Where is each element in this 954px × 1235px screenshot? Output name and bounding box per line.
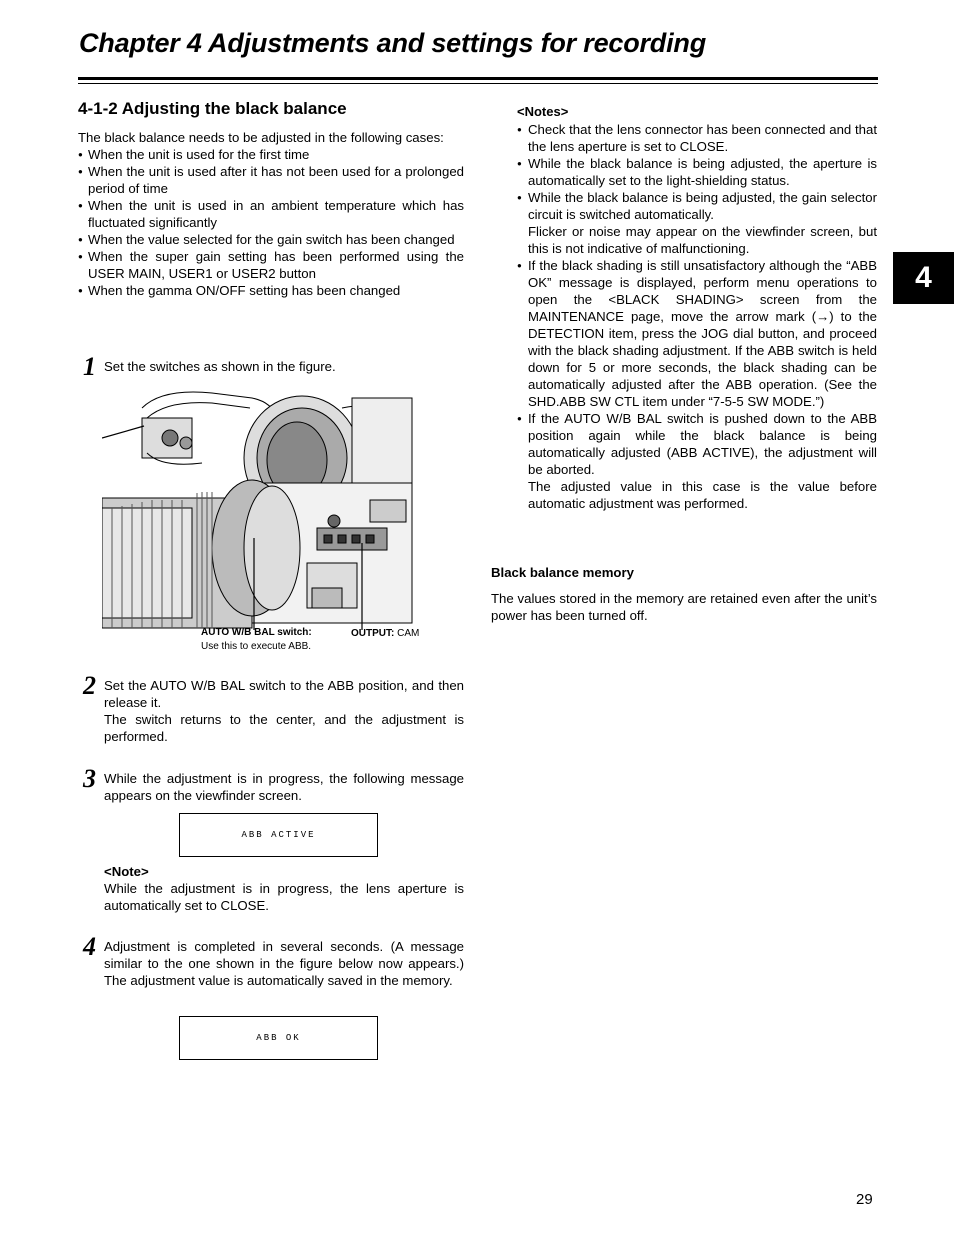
left-column bbox=[78, 98, 464, 299]
note-text: While the black balance is being adjusted, the gain selector circuit is switched automatically. bbox=[528, 190, 877, 222]
list-item: ● When the super gain setting has been performed using the USER MAIN, USER1 or USER2 button bbox=[78, 248, 464, 282]
step-text: Adjustment is completed in several seconds. (A message similar to the one shown in the figure below now appears.) The adjustment value is automatically saved in the memory. bbox=[104, 939, 464, 988]
list-item: ● When the gamma ON/OFF setting has been changed bbox=[78, 282, 464, 299]
chapter-tab: 4 bbox=[893, 252, 954, 304]
list-item bbox=[517, 155, 877, 189]
step-text: Set the AUTO W/B BAL switch to the ABB position, and then release it. bbox=[104, 678, 464, 710]
step-number: 2 bbox=[83, 671, 96, 700]
caption-output bbox=[351, 627, 419, 641]
step-text: Set the switches as shown in the figure. bbox=[104, 359, 336, 374]
section-heading: 4-1-2 Adjusting the black balance bbox=[78, 99, 347, 118]
caption-output-value: CAM bbox=[394, 628, 420, 639]
list-item bbox=[517, 189, 877, 257]
list-item: ● When the value selected for the gain switch has been changed bbox=[78, 231, 464, 248]
note-text: Check that the lens connector has been connected and that the lens aperture is set to CLOSE. bbox=[528, 122, 877, 154]
notes-list bbox=[517, 121, 877, 512]
viewfinder-message: ABB ACTIVE bbox=[241, 830, 316, 840]
step-number: 3 bbox=[83, 764, 96, 793]
caption-switch bbox=[201, 626, 312, 654]
note-text: While the black balance is being adjusted, the aperture is automatically set to the light-shielding status. bbox=[528, 156, 877, 188]
note-text: While the adjustment is in progress, the lens aperture is automatically set to CLOSE. bbox=[104, 881, 464, 913]
section-intro: The black balance needs to be adjusted in the following cases: bbox=[78, 130, 444, 145]
right-column bbox=[491, 103, 877, 512]
header-rule-thick bbox=[78, 77, 878, 80]
caption-output-label: OUTPUT: bbox=[351, 628, 395, 639]
note-subtext: Flicker or noise may appear on the viewfinder screen, but this is not indicative of malfunctioning. bbox=[528, 224, 877, 256]
viewfinder-message: ABB OK bbox=[256, 1033, 301, 1043]
memory-title: Black balance memory bbox=[491, 565, 634, 580]
page-number: 29 bbox=[856, 1191, 873, 1208]
notes-title: <Notes> bbox=[517, 104, 569, 119]
step-3-note bbox=[78, 863, 464, 914]
memory-text: The values stored in the memory are retained even after the unit’s power has been turned off. bbox=[491, 591, 877, 623]
chapter-title: Chapter 4 Adjustments and settings for recording bbox=[79, 28, 706, 58]
viewfinder-message-box bbox=[179, 1016, 378, 1060]
list-item bbox=[517, 257, 877, 410]
note-text: If the black shading is still unsatisfactory although the “ABB OK” message is displayed, perform menu operations to open the <BLACK SHADING> screen from the MAINTENANCE page, move the arrow mark (→) to the DETECTION item, press the JOG dial button, and proceed with the black shading adjustment. If the ABB switch is held down for 5 or more seconds, the black shading can be automatically adjusted after the ABB operation. (See the SHD.ABB SW CTL item under “7-5-5 SW MODE.”) bbox=[528, 258, 877, 409]
step-text: While the adjustment is in progress, the following message appears on the viewfinder screen. bbox=[104, 771, 464, 803]
cases-list bbox=[78, 146, 464, 299]
note-subtext: The adjusted value in this case is the value before automatic adjustment was performed. bbox=[528, 479, 877, 511]
list-item: ● When the unit is used for the first time bbox=[78, 146, 464, 163]
step-3 bbox=[78, 764, 464, 804]
step-number: 4 bbox=[83, 932, 96, 961]
step-number: 1 bbox=[83, 352, 96, 381]
camcorder-illustration bbox=[102, 388, 414, 630]
header-rule-thin bbox=[78, 83, 878, 84]
step-4 bbox=[78, 932, 464, 989]
caption-switch-label: AUTO W/B BAL switch: bbox=[201, 627, 312, 638]
list-item: ● When the unit is used after it has not been used for a prolonged period of time bbox=[78, 163, 464, 197]
viewfinder-message-box bbox=[179, 813, 378, 857]
list-item bbox=[517, 121, 877, 155]
list-item bbox=[517, 410, 877, 512]
list-item: ● When the unit is used in an ambient temperature which has fluctuated significantly bbox=[78, 197, 464, 231]
caption-switch-desc: Use this to execute ABB. bbox=[201, 641, 312, 652]
camera-figure bbox=[102, 388, 414, 630]
note-title: <Note> bbox=[104, 864, 149, 879]
step-1 bbox=[78, 352, 464, 381]
step-2 bbox=[78, 671, 464, 745]
step-text-2: The switch returns to the center, and the adjustment is performed. bbox=[104, 712, 464, 744]
note-text: If the AUTO W/B BAL switch is pushed down to the ABB position again while the black balance is being automatically adjusted (ABB ACTIVE), the adjustment will be aborted. bbox=[528, 411, 877, 477]
memory-section bbox=[491, 564, 877, 624]
